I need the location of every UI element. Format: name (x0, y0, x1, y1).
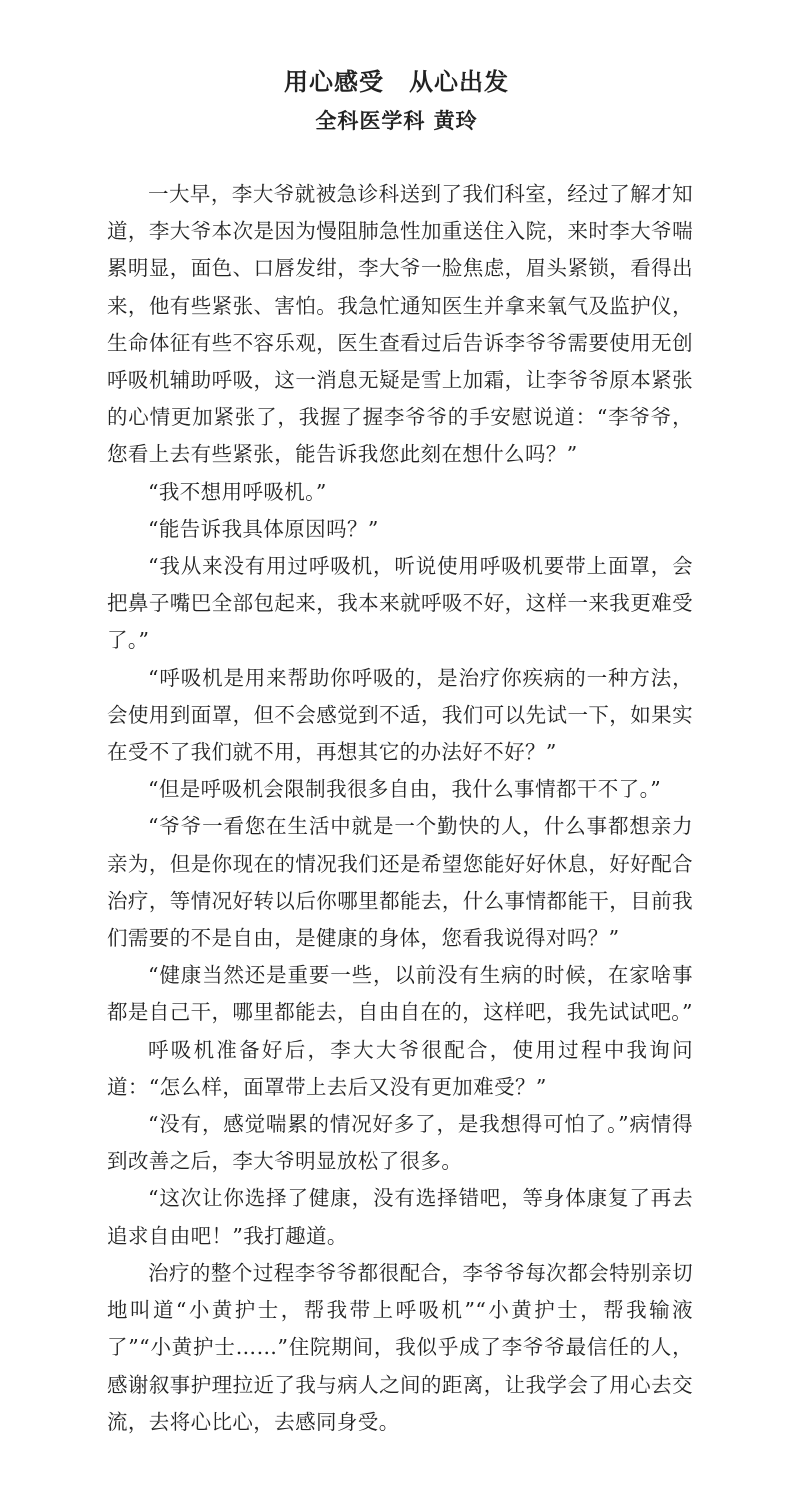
paragraph: “呼吸机是用来帮助你呼吸的，是治疗你疾病的一种方法，会使用到面罩，但不会感觉到不适，我们可以先试一下，如果实在受不了我们就不用，再想其它的办法好不好？” (107, 665, 693, 765)
paragraph: “这次让你选择了健康，没有选择错吧，等身体康复了再去追求自由吧！”我打趣道。 (107, 1186, 693, 1248)
paragraph: “没有，感觉喘累的情况好多了，是我想得可怕了。”病情得到改善之后，李大爷明显放松了很多。 (107, 1112, 693, 1174)
article-byline: 全科医学科 黄玲 (315, 108, 478, 133)
paragraph: “我从来没有用过呼吸机，听说使用呼吸机要带上面罩，会把鼻子嘴巴全部包起来，我本来就呼吸不好，这样一来我更难受了。” (107, 554, 693, 653)
article-body (107, 176, 693, 1441)
paragraph: 治疗的整个过程李爷爷都很配合，李爷爷每次都会特别亲切地叫道“小黄护士，帮我带上呼吸机”“小黄护士，帮我输液了”“小黄护士……”住院期间，我似乎成了李爷爷最信任的人，感谢叙事护理拉近了我与病人之间的距离，让我学会了用心去交流，去将心比心，去感同身受。 (107, 1260, 693, 1434)
paragraph: “我不想用呼吸机。” (148, 479, 327, 504)
paragraph: “能告诉我具体原因吗？” (148, 516, 379, 541)
paragraph: 呼吸机准备好后，李大大爷很配合，使用过程中我询问道：“怎么样，面罩带上去后又没有更加难受？” (107, 1037, 693, 1099)
paragraph: “爷爷一看您在生活中就是一个勤快的人，什么事都想亲力亲为，但是你现在的情况我们还是希望您能好好休息，好好配合治疗，等情况好转以后你哪里都能去，什么事情都能干，目前我们需要的不是自由，是健康的身体，您看我说得对吗？” (107, 814, 693, 951)
paragraph: “健康当然还是重要一些，以前没有生病的时候，在家啥事都是自己干，哪里都能去，自由自在的，这样吧，我先试试吧。” (107, 963, 693, 1025)
article-title: 用心感受 从心出发 (284, 67, 509, 96)
paragraph: “但是呼吸机会限制我很多自由，我什么事情都干不了。” (148, 777, 662, 802)
paragraph: 一大早，李大爷就被急诊科送到了我们科室，经过了解才知道，李大爷本次是因为慢阻肺急性加重送住入院，来时李大爷喘累明显，面色、口唇发绀，李大爷一脸焦虑，眉头紧锁，看得出来，他有些紧张、害怕。我急忙通知医生并拿来氧气及监护仪，生命体征有些不容乐观，医生查看过后告诉李爷爷需要使用无创呼吸机辅助呼吸，这一消息无疑是雪上加霜，让李爷爷原本紧张的心情更加紧张了，我握了握李爷爷的手安慰说道：“李爷爷，您看上去有些紧张，能告诉我您此刻在想什么吗？” (107, 182, 693, 467)
